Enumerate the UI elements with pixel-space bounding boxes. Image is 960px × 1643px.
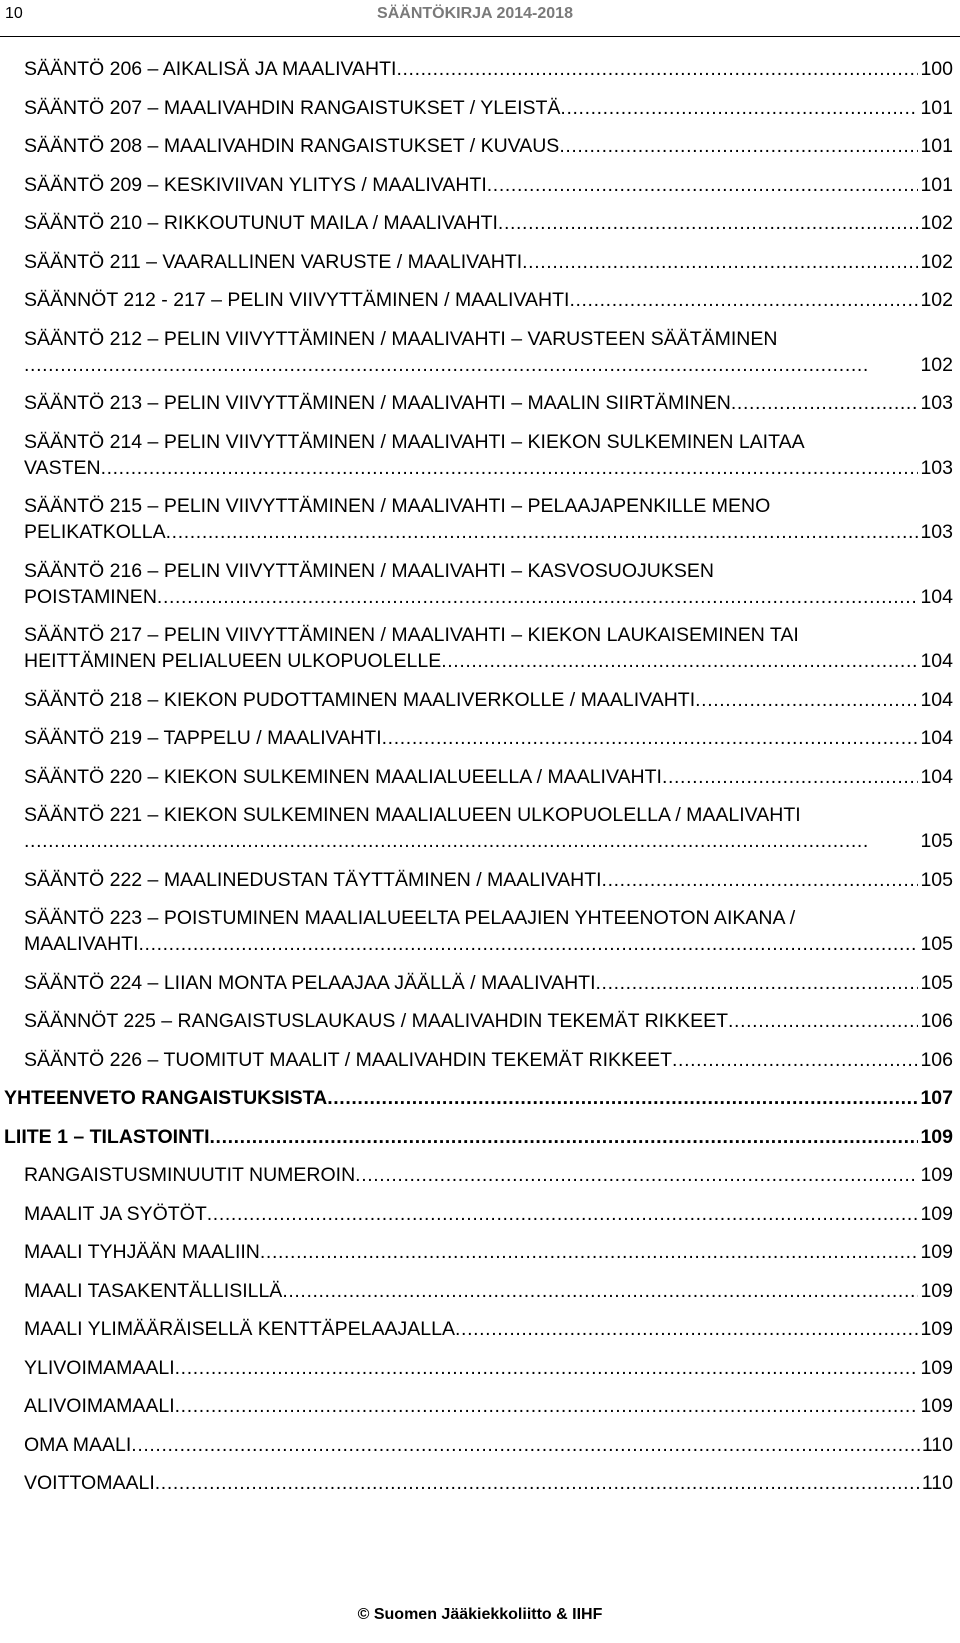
- toc-entry-title-line: SÄÄNTÖ 215 – PELIN VIIVYTTÄMINEN / MAALIVAHTI – PELAAJAPENKILLE MENO: [24, 495, 771, 517]
- toc-entry-title-line: SÄÄNTÖ 223 – POISTUMINEN MAALIALUEELTA PELAAJIEN YHTEENOTON AIKANA /: [24, 907, 796, 929]
- toc-entry-line: [24, 390, 953, 416]
- toc-entry-page: 105: [920, 971, 953, 994]
- toc-entry[interactable]: [24, 1278, 953, 1304]
- toc-entry-line: [24, 352, 953, 378]
- toc-entry[interactable]: [24, 970, 953, 996]
- toc-entry-page: 109: [920, 1241, 953, 1263]
- toc-entry-line: [24, 1355, 953, 1381]
- toc-entry-line: [24, 1047, 953, 1073]
- toc-entry-title: OMA MAALI . . .: [24, 1432, 920, 1458]
- toc-entry-title-line: SÄÄNTÖ 221 – KIEKON SULKEMINEN MAALIALUEEN ULKOPUOLELLA / MAALIVAHTI: [24, 804, 801, 826]
- toc-entry-line: [24, 172, 953, 198]
- toc-entry-page: 109: [920, 1395, 953, 1417]
- toc-entry-page: 105: [920, 868, 953, 891]
- toc-entry-title: SÄÄNTÖ 209 – KESKIVIIVAN YLITYS / MAALIVAHTI . . .: [24, 172, 918, 198]
- toc-entry-page: 109: [920, 1164, 953, 1186]
- toc-entry[interactable]: [24, 558, 953, 610]
- toc-entry-line: [24, 970, 953, 996]
- toc-entry-title-line: SÄÄNTÖ 217 – PELIN VIIVYTTÄMINEN / MAALIVAHTI – KIEKON LAUKAISEMINEN TAI: [24, 624, 799, 646]
- toc-entry-line: [4, 1124, 953, 1150]
- toc-entry[interactable]: [24, 1355, 953, 1381]
- toc-entry-title: SÄÄNTÖ 211 – VAARALLINEN VARUSTE / MAALIVAHTI . . .: [24, 249, 918, 275]
- toc-entry-page: 109: [920, 1125, 953, 1148]
- toc-entry-page: 100: [920, 58, 953, 80]
- toc-entry-title: SÄÄNTÖ 219 – TAPPELU / MAALIVAHTI . . .: [24, 725, 918, 751]
- toc-entry[interactable]: [24, 1432, 953, 1458]
- toc-entry-page: 101: [920, 173, 953, 196]
- toc-entry[interactable]: [24, 1316, 953, 1342]
- toc-entry-title: POISTAMINEN . . .: [24, 584, 918, 610]
- toc-entry-line: [24, 519, 953, 545]
- toc-entry-line: [24, 1008, 953, 1034]
- toc-entry-title: LIITE 1 – TILASTOINTI . . .: [4, 1124, 918, 1150]
- toc-entry-page: 109: [920, 1202, 953, 1225]
- toc-entry-title: RANGAISTUSMINUUTIT NUMEROIN . . .: [24, 1162, 918, 1188]
- toc-entry-line: [4, 1085, 953, 1111]
- toc-entry-title: PELIKATKOLLA . . .: [24, 519, 918, 545]
- toc-entry-line: [24, 1316, 953, 1342]
- toc-entry-line: [24, 931, 953, 957]
- toc-entry-page: 102: [920, 353, 953, 376]
- toc-entry-page: 103: [920, 392, 953, 414]
- toc-entry-line: [24, 867, 953, 893]
- page-header: [0, 0, 960, 37]
- page-number: 10: [5, 5, 23, 22]
- toc-entry[interactable]: [24, 133, 953, 159]
- footer-copyright: © Suomen Jääkiekkoliitto & IIHF: [357, 1606, 603, 1623]
- toc-entry-line: [24, 287, 953, 313]
- toc-entry-title: MAALI TYHJÄÄN MAALIIN . . .: [24, 1239, 918, 1265]
- toc-entry-line: [24, 1470, 953, 1496]
- toc-entry-page: 109: [920, 1356, 953, 1379]
- toc-entry[interactable]: [24, 725, 953, 751]
- toc-entry-page: 102: [920, 212, 953, 234]
- toc-entry-page: 107: [920, 1087, 953, 1109]
- toc-entry-title: SÄÄNTÖ 210 – RIKKOUTUNUT MAILA / MAALIVAHTI . . .: [24, 210, 918, 236]
- toc-entry-line: [24, 687, 953, 713]
- toc-entry-title: VASTEN . . .: [24, 455, 918, 481]
- toc-entry[interactable]: [24, 95, 953, 121]
- toc-entry[interactable]: [24, 905, 953, 957]
- toc-entry-page: 104: [920, 650, 953, 672]
- toc-entry-title: SÄÄNTÖ 206 – AIKALISÄ JA MAALIVAHTI . . .: [24, 56, 918, 82]
- toc-entry-line: [24, 648, 953, 674]
- toc-entry[interactable]: [24, 1239, 953, 1265]
- toc-entry[interactable]: [24, 56, 953, 82]
- toc-entry-page: 105: [920, 933, 953, 955]
- toc-entry-title: HEITTÄMINEN PELIALUEEN ULKOPUOLELLE . . .: [24, 648, 918, 674]
- toc-entry-page: 104: [920, 727, 953, 749]
- toc-entry-title: ALIVOIMAMAALI . . .: [24, 1393, 918, 1419]
- toc-entry-title: YLIVOIMAMAALI . . .: [24, 1355, 918, 1381]
- toc-entry-line: [24, 1239, 953, 1265]
- toc-entry-line: [24, 725, 953, 751]
- toc-entry-page: 102: [920, 289, 953, 311]
- toc-entry-title: MAALI TASAKENTÄLLISILLÄ . . .: [24, 1278, 918, 1304]
- toc-entry-title: SÄÄNTÖ 213 – PELIN VIIVYTTÄMINEN / MAALIVAHTI – MAALIN SIIRTÄMINEN . . .: [24, 390, 918, 416]
- toc-entry-page: 106: [920, 1048, 953, 1071]
- toc-entry-page: 105: [920, 830, 953, 852]
- toc-entry-title: YHTEENVETO RANGAISTUKSISTA . . .: [4, 1085, 918, 1111]
- toc-entry-line: [24, 455, 953, 481]
- toc-section-entry[interactable]: [4, 1085, 953, 1111]
- toc-entry[interactable]: [24, 1393, 953, 1419]
- toc-entry-page: 103: [920, 456, 953, 479]
- toc-entry-line: [24, 1432, 953, 1458]
- toc-entry[interactable]: [24, 390, 953, 416]
- toc-entry-title: SÄÄNTÖ 226 – TUOMITUT MAALIT / MAALIVAHDIN TEKEMÄT RIKKEET . . .: [24, 1047, 918, 1073]
- toc-entry[interactable]: [24, 1201, 953, 1227]
- toc-entry-page: 101: [920, 96, 953, 119]
- toc-section-entry[interactable]: [4, 1124, 953, 1150]
- toc-entry-title: [24, 828, 918, 854]
- toc-entry-page: 106: [920, 1010, 953, 1032]
- toc-entry-title-line: SÄÄNTÖ 216 – PELIN VIIVYTTÄMINEN / MAALIVAHTI – KASVOSUOJUKSEN: [24, 559, 714, 582]
- toc-entry[interactable]: [24, 493, 953, 545]
- running-title: SÄÄNTÖKIRJA 2014-2018: [377, 5, 573, 22]
- toc-entry-line: [24, 1278, 953, 1304]
- toc-entry-title: SÄÄNTÖ 222 – MAALINEDUSTAN TÄYTTÄMINEN / MAALIVAHTI . . .: [24, 867, 918, 893]
- toc-entry-page: 109: [920, 1279, 953, 1302]
- toc-entry[interactable]: [24, 172, 953, 198]
- toc-entry-title: SÄÄNNÖT 212 - 217 – PELIN VIIVYTTÄMINEN / MAALIVAHTI . . .: [24, 287, 918, 313]
- toc-entry-line: [24, 1201, 953, 1227]
- toc-entry[interactable]: [24, 764, 953, 790]
- toc-entry[interactable]: [24, 867, 953, 893]
- toc-entry-line: [24, 249, 953, 275]
- toc-entry-title: MAALIVAHTI . . .: [24, 931, 918, 957]
- toc-entry[interactable]: [24, 1162, 953, 1188]
- toc-entry-title: MAALIT JA SYÖTÖT . . .: [24, 1201, 918, 1227]
- toc-entry-title: SÄÄNTÖ 207 – MAALIVAHDIN RANGAISTUKSET / YLEISTÄ . . .: [24, 95, 918, 121]
- toc-entry-title: SÄÄNTÖ 224 – LIIAN MONTA PELAAJAA JÄÄLLÄ / MAALIVAHTI . . .: [24, 970, 918, 996]
- toc-entry[interactable]: [24, 1047, 953, 1073]
- toc-entry-page: 103: [920, 521, 953, 543]
- toc-entry-title: SÄÄNTÖ 218 – KIEKON PUDOTTAMINEN MAALIVERKOLLE / MAALIVAHTI . . .: [24, 687, 918, 713]
- toc-entry-title: [24, 352, 918, 378]
- toc-entry-page: 101: [920, 135, 953, 157]
- toc-entry-page: 110: [921, 1472, 953, 1494]
- toc-entry[interactable]: [24, 326, 953, 378]
- toc-entry-page: 104: [920, 688, 953, 711]
- toc-entry[interactable]: [24, 622, 953, 674]
- toc-entry-page: 109: [920, 1318, 953, 1340]
- toc-entry[interactable]: [24, 210, 953, 236]
- toc-entry-title: MAALI YLIMÄÄRÄISELLÄ KENTTÄPELAAJALLA . . .: [24, 1316, 918, 1342]
- toc-entry[interactable]: [24, 687, 953, 713]
- toc-entry[interactable]: [24, 287, 953, 313]
- toc-entry-title-line: SÄÄNTÖ 212 – PELIN VIIVYTTÄMINEN / MAALIVAHTI – VARUSTEEN SÄÄTÄMINEN: [24, 327, 778, 350]
- toc-entry[interactable]: [24, 802, 953, 854]
- toc-entry[interactable]: [24, 1008, 953, 1034]
- table-of-contents: [0, 56, 960, 1509]
- toc-entry-page: 104: [920, 585, 953, 608]
- toc-entry-page: 104: [920, 765, 953, 788]
- toc-entry-line: [24, 95, 953, 121]
- toc-entry-page: 102: [920, 250, 953, 273]
- toc-entry[interactable]: [24, 249, 953, 275]
- toc-entry-title: VOITTOMAALI . . .: [24, 1470, 920, 1496]
- toc-entry-title: SÄÄNTÖ 208 – MAALIVAHDIN RANGAISTUKSET / KUVAUS . . .: [24, 133, 918, 159]
- toc-entry-line: [24, 828, 953, 854]
- toc-entry-line: [24, 1393, 953, 1419]
- toc-entry-title-line: SÄÄNTÖ 214 – PELIN VIIVYTTÄMINEN / MAALIVAHTI – KIEKON SULKEMINEN LAITAA: [24, 430, 805, 453]
- toc-entry[interactable]: [24, 429, 953, 481]
- toc-entry-title: SÄÄNTÖ 220 – KIEKON SULKEMINEN MAALIALUEELLA / MAALIVAHTI . . .: [24, 764, 918, 790]
- toc-entry-line: [24, 56, 953, 82]
- toc-entry[interactable]: [24, 1470, 953, 1496]
- toc-entry-page: 110: [921, 1433, 953, 1456]
- toc-entry-title: SÄÄNNÖT 225 – RANGAISTUSLAUKAUS / MAALIVAHDIN TEKEMÄT RIKKEET . . .: [24, 1008, 918, 1034]
- toc-entry-line: [24, 584, 953, 610]
- toc-entry-line: [24, 210, 953, 236]
- toc-entry-line: [24, 133, 953, 159]
- toc-entry-line: [24, 764, 953, 790]
- toc-entry-line: [24, 1162, 953, 1188]
